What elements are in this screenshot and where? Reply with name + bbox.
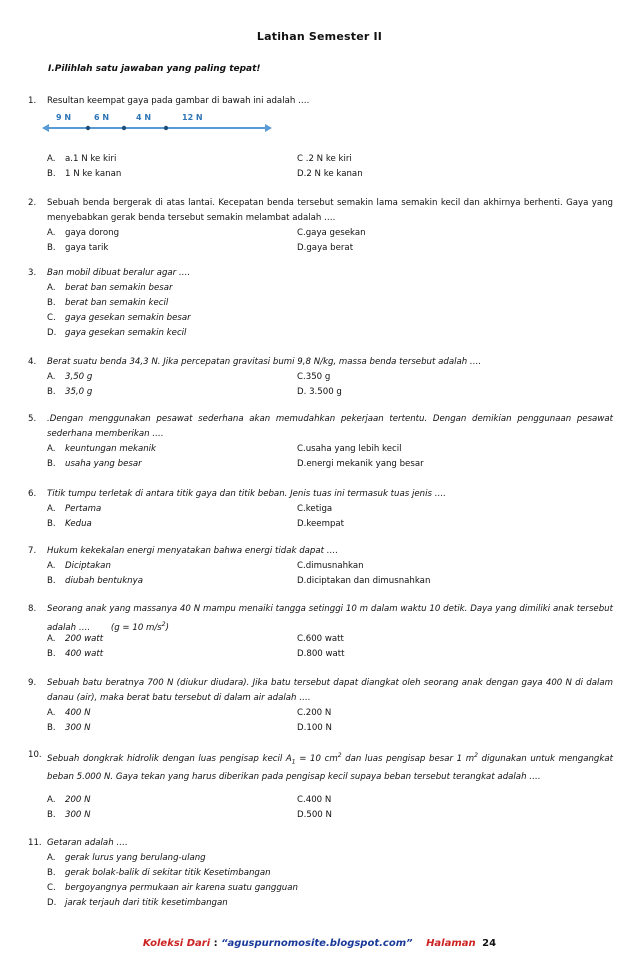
question-3 [28,266,613,341]
question-1 [28,94,613,184]
option-a: keuntungan mekanik [65,444,157,454]
option-letter: A. [47,228,56,238]
option-letter: B. [47,519,56,529]
option-c: C.350 g [297,372,331,382]
instruction: I.Pilihlah satu jawaban yang paling tepat! [48,64,261,74]
option-b: gaya tarik [65,243,109,253]
superscript: 2 [337,752,342,759]
question-number: 11. [28,838,42,848]
page-title: Latihan Semester II [256,30,383,43]
option-c: C.400 N [297,795,332,805]
question-9 [28,676,613,736]
question-number: 7. [28,546,37,556]
option-c: C.200 N [297,708,332,718]
option-letter: B. [47,459,56,469]
option-a: gerak lurus yang berulang-ulang [65,853,206,863]
page-footer [0,938,639,949]
option-row [47,866,607,881]
option-letter: A. [47,372,56,382]
option-letter: C. [47,313,56,323]
force-diagram [42,110,272,136]
question-5 [28,412,613,472]
gravity-note-end: ) [165,622,169,633]
option-row [47,241,607,256]
option-row [47,385,607,400]
option-letter: A. [47,504,56,514]
option-b: gerak bolak-balik di sekitar titik Kesetimbangan [65,868,271,878]
option-a: Diciptakan [65,561,111,571]
option-row [47,559,607,574]
option-row [47,881,607,896]
option-letter: A. [47,154,56,164]
option-row [47,326,607,341]
option-d: D.diciptakan dan dimusnahkan [297,576,431,586]
option-letter: B. [47,576,56,586]
option-b: Kedua [65,519,92,529]
question-text: Sebuah batu beratnya 700 N (diukur diudara). Jika batu tersebut dapat diangkat oleh seorang anak dengan gaya 400 N di dalam danau (air), maka berat batu tersebut di dalam air adalah …. [47,678,613,703]
option-row [47,896,607,911]
question-text-part: digunakan untuk mengangkat beban 5.000 N. Gaya tekan yang harus diberikan pada pengisap kecil supaya beban tersebut terangkat adalah …. [47,753,613,782]
option-c: C.600 watt [297,634,344,644]
question-number: 4. [28,357,37,367]
question-text-main: Seorang anak yang massanya 40 N mampu menaiki tangga setinggi 10 m dalam waktu 10 detik. Daya yang dimiliki anak tersebut adalah …. [47,604,613,633]
arrow-right-icon [265,124,272,132]
page-number: 24 [482,938,497,949]
question-4 [28,355,613,400]
question-text: Berat suatu benda 34,3 N. Jika percepatan gravitasi bumi 9,8 N/kg, massa benda tersebut adalah …. [47,357,482,367]
option-a: 200 watt [65,634,104,644]
question-8 [28,602,613,662]
option-row [47,281,607,296]
question-text-part: = 10 cm [295,753,338,764]
option-row [47,851,607,866]
option-b: berat ban semakin kecil [65,298,169,308]
question-2 [28,196,613,256]
option-row [47,457,607,472]
option-letter: B. [47,723,56,733]
option-letter: D. [47,328,57,338]
gravity-note-text: (g = 10 m/s [110,622,162,633]
option-letter: B. [47,868,56,878]
option-letter: A. [47,444,56,454]
option-a: berat ban semakin besar [65,283,173,293]
option-d: gaya gesekan semakin kecil [65,328,187,338]
question-number: 9. [28,678,37,688]
option-b: 400 watt [65,649,104,659]
option-row [47,502,607,517]
question-text: Ban mobil dibuat beralur agar …. [47,268,191,278]
question-text [47,602,613,636]
force-label: 12 N [182,113,203,122]
option-c: gaya gesekan semakin besar [65,313,191,323]
option-letter: B. [47,387,56,397]
option-a: Pertama [65,504,102,514]
option-a: a.1 N ke kiri [65,154,117,164]
option-letter: B. [47,298,56,308]
question-10 [28,748,613,823]
option-d: jarak terjauh dari titik kesetimbangan [65,898,228,908]
option-row [47,442,607,457]
subscript: 1 [291,758,296,766]
option-d: D.100 N [297,723,332,733]
question-11 [28,836,613,911]
question-text-part: Sebuah dongkrak hidrolik dengan luas pengisap kecil A [47,753,292,764]
option-d: D.800 watt [297,649,345,659]
arrow-left-icon [42,124,49,132]
diagram-point [122,126,126,130]
option-b: 1 N ke kanan [65,169,122,179]
option-row [47,721,607,736]
option-c: C .2 N ke kiri [297,154,352,164]
question-number: 5. [28,414,37,424]
option-a: 3,50 g [65,372,93,382]
option-row [47,296,607,311]
option-d: D.2 N ke kanan [297,169,363,179]
option-letter: A. [47,853,56,863]
superscript: 2 [474,752,478,759]
option-a: gaya dorong [65,228,120,238]
option-b: 300 N [65,810,91,820]
question-text: Getaran adalah …. [47,838,128,848]
option-d: D.gaya berat [297,243,354,253]
question-number: 10. [28,750,42,760]
option-d: D.keempat [297,519,345,529]
option-c: C.usaha yang lebih kecil [297,444,402,454]
option-row [47,226,607,241]
option-row [47,517,607,532]
option-c: C.gaya gesekan [297,228,366,238]
option-row [47,793,607,808]
option-c: C.dimusnahkan [297,561,364,571]
option-a: 200 N [65,795,91,805]
question-text: Hukum kekekalan energi menyatakan bahwa energi tidak dapat …. [47,546,339,556]
question-7 [28,544,613,589]
force-label: 6 N [94,113,110,122]
option-row [47,152,607,167]
option-letter: A. [47,561,56,571]
option-row [47,647,607,662]
option-letter: A. [47,708,56,718]
option-b: usaha yang besar [65,459,142,469]
option-letter: A. [47,634,56,644]
question-text [47,748,613,785]
option-letter: B. [47,810,56,820]
option-row [47,311,607,326]
footer-page-label: Halaman [426,938,476,949]
footer-separator: : [210,938,222,949]
option-letter: A. [47,283,56,293]
footer-source-link[interactable]: “aguspurnomosite.blogspot.com” [221,938,413,949]
option-b: 35,0 g [65,387,93,397]
option-letter: B. [47,649,56,659]
question-text: Titik tumpu terletak di antara titik gaya dan titik beban. Jenis tuas ini termasuk tuas jenis …. [47,489,447,499]
question-text: Sebuah benda bergerak di atas lantai. Kecepatan benda tersebut semakin lama semakin kecil dan akhirnya berhenti. Gaya yang menyebabkan gerak benda tersebut semakin melambat adalah …. [47,198,613,223]
option-d: D.500 N [297,810,332,820]
option-d: D.energi mekanik yang besar [297,459,424,469]
option-row [47,808,607,823]
option-letter: C. [47,883,56,893]
force-label: 4 N [136,113,152,122]
question-number: 2. [28,198,37,208]
question-number: 8. [28,604,37,614]
diagram-point [164,126,168,130]
option-b: 300 N [65,723,91,733]
question-text: Resultan keempat gaya pada gambar di bawah ini adalah …. [47,96,310,106]
question-number: 1. [28,96,37,106]
option-letter: A. [47,795,56,805]
force-label: 9 N [56,113,72,122]
option-row [47,167,607,182]
option-c: bergoyangnya permukaan air karena suatu gangguan [65,883,298,893]
question-number: 6. [28,489,37,499]
option-row [47,574,607,589]
option-c: C.ketiga [297,504,333,514]
option-letter: B. [47,169,56,179]
question-6 [28,487,613,532]
option-row [47,632,607,647]
option-d: D. 3.500 g [297,387,342,397]
question-text: .Dengan menggunakan pesawat sederhana akan memudahkan pekerjaan tertentu. Dengan demikian penggunaan pesawat sederhana memberikan …. [47,414,613,439]
footer-collection-label: Koleksi Dari [142,938,211,949]
option-letter: D. [47,898,57,908]
gravity-note-exponent: 2 [161,621,166,628]
option-b: diubah bentuknya [65,576,143,586]
option-a: 400 N [65,708,91,718]
diagram-point [86,126,90,130]
option-row [47,370,607,385]
option-row [47,706,607,721]
option-letter: B. [47,243,56,253]
question-number: 3. [28,268,37,278]
question-text-part: dan luas pengisap besar 1 m [341,753,475,764]
